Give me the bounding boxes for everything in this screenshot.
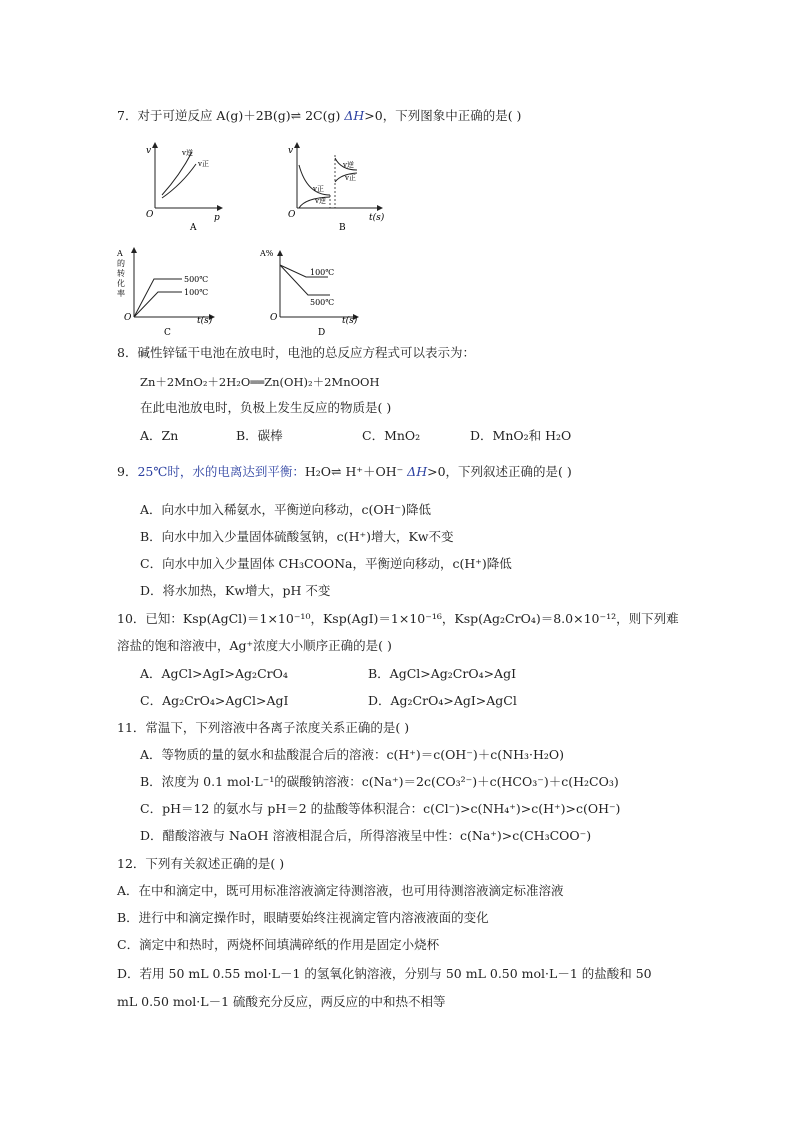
graph-c-ylabel-2: 的 [117,259,125,268]
q12-option-b: B．进行中和滴定操作时，眼睛要始终注视滴定管内溶液液面的变化 [117,910,489,925]
q10-options-row2 [140,693,517,709]
q8-option-a: A．Zn [140,428,179,443]
graph-c [112,245,232,340]
graph-c-o: O [124,313,132,323]
q11-stem: 11．常温下，下列溶液中各离子浓度关系正确的是( ) [117,720,410,735]
q12-option-d: D．若用 50 mL 0.55 mol·L－1 的氢氧化钠溶液，分别与 50 mL 0.50 mol·L－1 的盐酸和 50 [117,966,652,981]
graph-d-ylabel: A% [260,249,274,258]
graph-d-o: O [270,313,278,323]
q9-option-b: B．向水中加入少量固体硫酸氢钠，c(H⁺)增大，Kw不变 [140,529,454,544]
q12-option-d-cont: mL 0.50 mol·L－1 硫酸充分反应，两反应的中和热不相等 [117,994,446,1009]
graph-b-vzheng: v正 [345,174,356,182]
q8-option-d: D．MnO₂和 H₂O [470,428,572,443]
graph-a-o: O [146,210,154,220]
q10-option-b: B．AgCl>Ag₂CrO₄>AgI [368,666,517,681]
graph-c-ylabel-1: A [117,249,123,258]
graph-c-ylabel-5: 率 [117,289,125,298]
graph-b-vzheng2: v正 [313,185,324,193]
graph-c-label: C [164,328,171,338]
graph-c-t1: 500℃ [184,275,209,284]
q10-option-a: A．AgCl>AgI>Ag₂CrO₄ [140,666,288,681]
q8-equation: Zn＋2MnO₂＋2H₂O══Zn(OH)₂＋2MnOOH [140,375,380,389]
graph-b-y: v [288,146,294,156]
graph-a [140,140,240,235]
q10-line1: 10．已知：Ksp(AgCl)＝1×10⁻¹⁰，Ksp(AgI)＝1×10⁻¹⁶，Ksp(Ag₂CrO₄)＝8.0×10⁻¹²，则下列难 [117,611,679,626]
q10-options-row1 [140,666,516,682]
graph-a-vni: v逆 [182,149,193,157]
graph-a-label: A [190,223,197,233]
q11-option-d: D．醋酸溶液与 NaOH 溶液相混合后，所得溶液呈中性：c(Na⁺)>c(CH₃COO⁻) [140,828,592,843]
q9-stem: 9．25℃时，水的电离达到平衡：H₂O⇌ H⁺＋OH⁻ ΔH>0，下列叙述正确的是( ) [117,464,572,479]
graph-b-label: B [339,223,346,233]
graph-c-ylabel-3: 转 [117,269,125,278]
graph-d-x: t(s) [342,316,358,326]
graph-d [258,245,368,340]
q9-option-c: C．向水中加入少量固体 CH₃COONa，平衡逆向移动，c(H⁺)降低 [140,556,512,571]
graph-c-ylabel-4: 化 [117,279,125,288]
q11-option-b: B．浓度为 0.1 mol·L⁻¹的碳酸钠溶液：c(Na⁺)＝2c(CO₃²⁻)＋c(HCO₃⁻)＋c(H₂CO₃) [140,774,619,789]
q10-line2: 溶盐的饱和溶液中，Ag⁺浓度大小顺序正确的是( ) [117,638,392,653]
q12-stem: 12．下列有关叙述正确的是( ) [117,856,285,871]
q8-stem: 8．碱性锌锰干电池在放电时，电池的总反应方程式可以表示为： [117,345,475,360]
graph-c-x: t(s) [197,316,213,326]
graph-d-t1: 100℃ [310,268,335,277]
graph-a-x: p [214,213,220,223]
q9-option-d: D．将水加热，Kw增大，pH 不变 [140,583,331,598]
graph-a-vzheng: v正 [198,160,209,168]
q8-option-c: C．MnO₂ [362,428,421,443]
graph-d-t2: 500℃ [310,298,335,307]
graph-b-vni2: v逆 [315,197,326,205]
graph-a-y: v [146,146,152,156]
q9-option-a: A．向水中加入稀氨水，平衡逆向移动，c(OH⁻)降低 [140,502,432,517]
q8-options [140,428,571,444]
q7-stem: 7．对于可逆反应 A(g)＋2B(g)⇌ 2C(g) ΔH>0，下列图象中正确的是( ) [117,108,522,123]
graph-b-x: t(s) [369,213,385,223]
q10-option-c: C．Ag₂CrO₄>AgCl>AgI [140,693,289,708]
q8-question: 在此电池放电时，负极上发生反应的物质是( ) [140,400,392,415]
q11-option-c: C．pH＝12 的氨水与 pH＝2 的盐酸等体积混合：c(Cl⁻)>c(NH₄⁺)>c(H⁺)>c(OH⁻) [140,801,621,816]
q10-option-d: D．Ag₂CrO₄>AgI>AgCl [368,693,517,708]
graph-b [285,140,395,235]
q12-option-c: C．滴定中和热时，两烧杯间填满碎纸的作用是固定小烧杯 [117,937,440,952]
q12-option-a: A．在中和滴定中，既可用标准溶液滴定待测溶液，也可用待测溶液滴定标准溶液 [117,883,564,898]
q8-option-b: B．碳棒 [236,428,283,443]
graph-b-o: O [288,210,296,220]
graph-d-label: D [318,328,326,338]
q11-option-a: A．等物质的量的氨水和盐酸混合后的溶液：c(H⁺)＝c(OH⁻)＋c(NH₃·H₂O) [140,747,565,762]
graph-b-vni: v逆 [343,161,354,169]
graph-c-t2: 100℃ [184,288,209,297]
